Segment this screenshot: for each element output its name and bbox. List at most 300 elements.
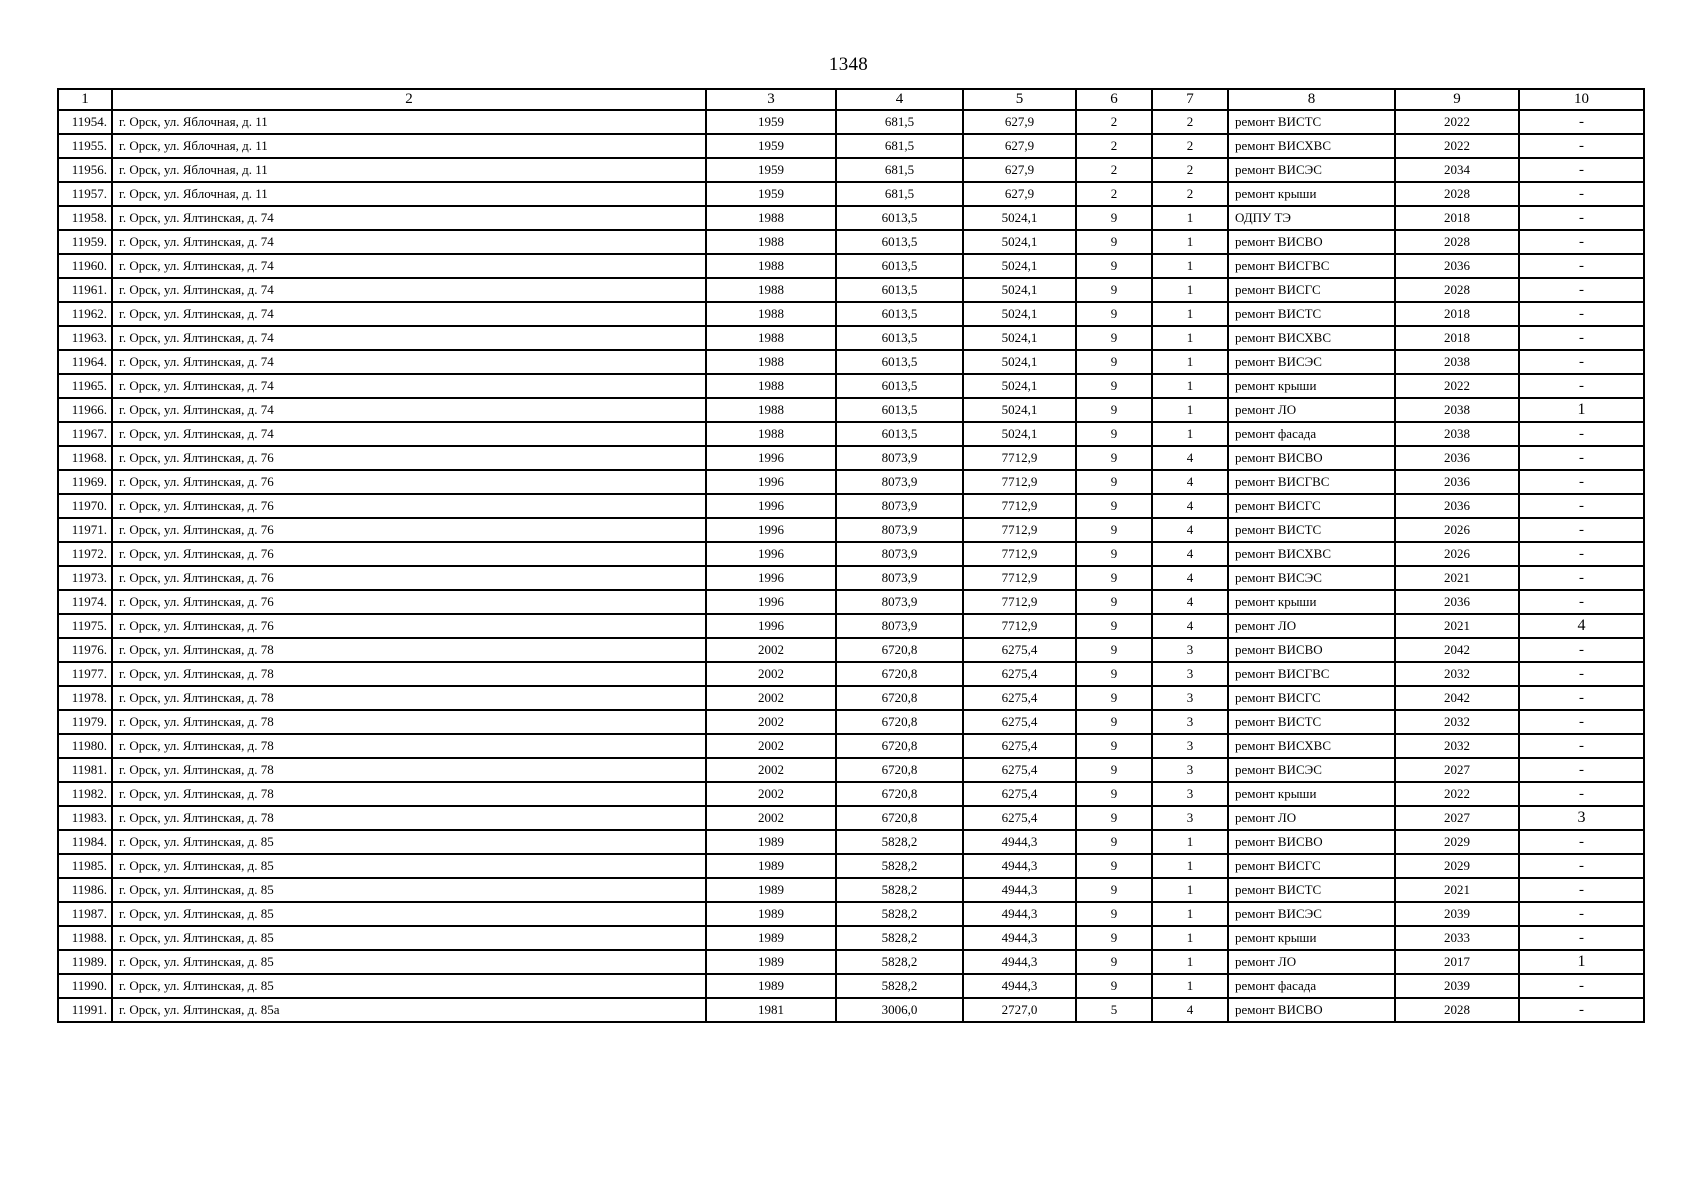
cell-entrances: 1 [1152, 902, 1228, 926]
cell-row-number: 11959. [58, 230, 112, 254]
cell-row-number: 11970. [58, 494, 112, 518]
cell-address: г. Орск, ул. Ялтинская, д. 74 [112, 302, 706, 326]
cell-year-built: 1989 [706, 950, 836, 974]
cell-entrances: 4 [1152, 590, 1228, 614]
cell-entrances: 3 [1152, 686, 1228, 710]
cell-row-number: 11987. [58, 902, 112, 926]
table-row [58, 686, 1644, 710]
cell-entrances: 1 [1152, 254, 1228, 278]
cell-entrances: 1 [1152, 854, 1228, 878]
cell-total-area: 6720,8 [836, 710, 963, 734]
cell-work-type: ремонт ВИСЭС [1228, 566, 1395, 590]
cell-work-type: ремонт ВИСТС [1228, 710, 1395, 734]
cell-work-type: ремонт крыши [1228, 782, 1395, 806]
table-row [58, 302, 1644, 326]
cell-extra-value: 1 [1519, 950, 1644, 974]
cell-total-area: 6720,8 [836, 638, 963, 662]
cell-floors: 2 [1076, 158, 1152, 182]
column-header: 5 [963, 89, 1076, 110]
cell-entrances: 3 [1152, 710, 1228, 734]
cell-work-type: ремонт ЛО [1228, 398, 1395, 422]
cell-address: г. Орск, ул. Ялтинская, д. 74 [112, 254, 706, 278]
cell-total-area: 6720,8 [836, 758, 963, 782]
table-row [58, 350, 1644, 374]
cell-living-area: 6275,4 [963, 806, 1076, 830]
cell-living-area: 5024,1 [963, 350, 1076, 374]
cell-planned-year: 2029 [1395, 830, 1519, 854]
cell-floors: 2 [1076, 182, 1152, 206]
cell-year-built: 1959 [706, 134, 836, 158]
cell-total-area: 8073,9 [836, 566, 963, 590]
cell-row-number: 11976. [58, 638, 112, 662]
cell-total-area: 8073,9 [836, 518, 963, 542]
cell-work-type: ремонт крыши [1228, 590, 1395, 614]
cell-living-area: 4944,3 [963, 950, 1076, 974]
column-header: 7 [1152, 89, 1228, 110]
cell-floors: 9 [1076, 470, 1152, 494]
cell-row-number: 11982. [58, 782, 112, 806]
cell-work-type: ремонт крыши [1228, 374, 1395, 398]
cell-planned-year: 2038 [1395, 422, 1519, 446]
cell-year-built: 2002 [706, 782, 836, 806]
cell-total-area: 5828,2 [836, 926, 963, 950]
cell-work-type: ремонт крыши [1228, 182, 1395, 206]
cell-floors: 9 [1076, 614, 1152, 638]
cell-floors: 9 [1076, 974, 1152, 998]
cell-address: г. Орск, ул. Ялтинская, д. 85 [112, 902, 706, 926]
cell-year-built: 2002 [706, 710, 836, 734]
cell-address: г. Орск, ул. Ялтинская, д. 85 [112, 974, 706, 998]
cell-planned-year: 2032 [1395, 734, 1519, 758]
cell-row-number: 11955. [58, 134, 112, 158]
cell-row-number: 11981. [58, 758, 112, 782]
cell-total-area: 8073,9 [836, 590, 963, 614]
cell-work-type: ремонт ВИСЭС [1228, 158, 1395, 182]
cell-row-number: 11990. [58, 974, 112, 998]
cell-year-built: 2002 [706, 662, 836, 686]
cell-total-area: 6720,8 [836, 686, 963, 710]
cell-address: г. Орск, ул. Ялтинская, д. 76 [112, 494, 706, 518]
cell-planned-year: 2038 [1395, 398, 1519, 422]
cell-entrances: 4 [1152, 494, 1228, 518]
cell-entrances: 1 [1152, 230, 1228, 254]
cell-row-number: 11966. [58, 398, 112, 422]
cell-total-area: 6013,5 [836, 350, 963, 374]
cell-extra-value: - [1519, 206, 1644, 230]
cell-extra-value: - [1519, 974, 1644, 998]
cell-extra-value: - [1519, 662, 1644, 686]
cell-total-area: 681,5 [836, 134, 963, 158]
cell-year-built: 1988 [706, 302, 836, 326]
table-row [58, 926, 1644, 950]
cell-total-area: 6013,5 [836, 254, 963, 278]
cell-planned-year: 2039 [1395, 974, 1519, 998]
cell-planned-year: 2018 [1395, 302, 1519, 326]
cell-planned-year: 2042 [1395, 638, 1519, 662]
table-row [58, 542, 1644, 566]
cell-entrances: 1 [1152, 398, 1228, 422]
cell-living-area: 7712,9 [963, 446, 1076, 470]
table-row [58, 326, 1644, 350]
cell-address: г. Орск, ул. Ялтинская, д. 85 [112, 878, 706, 902]
cell-planned-year: 2022 [1395, 782, 1519, 806]
cell-entrances: 1 [1152, 950, 1228, 974]
cell-row-number: 11960. [58, 254, 112, 278]
cell-year-built: 1959 [706, 110, 836, 134]
cell-entrances: 1 [1152, 830, 1228, 854]
cell-planned-year: 2021 [1395, 614, 1519, 638]
cell-row-number: 11972. [58, 542, 112, 566]
cell-year-built: 1988 [706, 206, 836, 230]
cell-planned-year: 2028 [1395, 278, 1519, 302]
cell-year-built: 1988 [706, 350, 836, 374]
cell-extra-value: - [1519, 638, 1644, 662]
cell-row-number: 11965. [58, 374, 112, 398]
cell-planned-year: 2028 [1395, 998, 1519, 1022]
cell-total-area: 6013,5 [836, 422, 963, 446]
cell-living-area: 6275,4 [963, 758, 1076, 782]
cell-extra-value: - [1519, 734, 1644, 758]
cell-floors: 2 [1076, 134, 1152, 158]
cell-living-area: 4944,3 [963, 926, 1076, 950]
column-header: 9 [1395, 89, 1519, 110]
cell-extra-value: - [1519, 878, 1644, 902]
cell-year-built: 1996 [706, 542, 836, 566]
cell-planned-year: 2034 [1395, 158, 1519, 182]
cell-total-area: 681,5 [836, 110, 963, 134]
cell-total-area: 5828,2 [836, 854, 963, 878]
table-row [58, 830, 1644, 854]
data-table [57, 88, 1645, 1023]
cell-living-area: 4944,3 [963, 974, 1076, 998]
cell-year-built: 2002 [706, 686, 836, 710]
cell-year-built: 1988 [706, 254, 836, 278]
cell-extra-value: - [1519, 230, 1644, 254]
cell-total-area: 8073,9 [836, 494, 963, 518]
cell-planned-year: 2022 [1395, 134, 1519, 158]
table-body [58, 110, 1644, 1022]
cell-entrances: 1 [1152, 878, 1228, 902]
cell-floors: 9 [1076, 734, 1152, 758]
cell-living-area: 627,9 [963, 158, 1076, 182]
cell-work-type: ремонт ЛО [1228, 950, 1395, 974]
cell-work-type: ремонт ВИСТС [1228, 878, 1395, 902]
cell-extra-value: - [1519, 446, 1644, 470]
cell-work-type: ремонт ВИСВО [1228, 230, 1395, 254]
cell-address: г. Орск, ул. Ялтинская, д. 76 [112, 518, 706, 542]
cell-entrances: 4 [1152, 470, 1228, 494]
cell-living-area: 2727,0 [963, 998, 1076, 1022]
cell-extra-value: - [1519, 254, 1644, 278]
cell-planned-year: 2032 [1395, 710, 1519, 734]
cell-total-area: 6720,8 [836, 734, 963, 758]
cell-planned-year: 2032 [1395, 662, 1519, 686]
cell-total-area: 6720,8 [836, 662, 963, 686]
cell-floors: 9 [1076, 638, 1152, 662]
cell-address: г. Орск, ул. Ялтинская, д. 85 [112, 854, 706, 878]
cell-total-area: 6013,5 [836, 302, 963, 326]
table-row [58, 902, 1644, 926]
cell-entrances: 4 [1152, 518, 1228, 542]
cell-floors: 9 [1076, 398, 1152, 422]
column-header: 6 [1076, 89, 1152, 110]
cell-row-number: 11954. [58, 110, 112, 134]
cell-row-number: 11973. [58, 566, 112, 590]
cell-floors: 9 [1076, 926, 1152, 950]
cell-floors: 9 [1076, 902, 1152, 926]
cell-living-area: 6275,4 [963, 734, 1076, 758]
cell-total-area: 5828,2 [836, 950, 963, 974]
cell-work-type: ремонт ВИСГС [1228, 686, 1395, 710]
cell-extra-value: - [1519, 926, 1644, 950]
cell-address: г. Орск, ул. Ялтинская, д. 74 [112, 374, 706, 398]
cell-floors: 9 [1076, 494, 1152, 518]
cell-work-type: ремонт ВИСГС [1228, 494, 1395, 518]
cell-living-area: 4944,3 [963, 854, 1076, 878]
table-row [58, 758, 1644, 782]
cell-entrances: 1 [1152, 206, 1228, 230]
cell-floors: 9 [1076, 686, 1152, 710]
cell-floors: 9 [1076, 950, 1152, 974]
table-row [58, 278, 1644, 302]
cell-row-number: 11980. [58, 734, 112, 758]
cell-planned-year: 2036 [1395, 446, 1519, 470]
cell-living-area: 4944,3 [963, 878, 1076, 902]
cell-living-area: 5024,1 [963, 254, 1076, 278]
cell-floors: 9 [1076, 782, 1152, 806]
cell-entrances: 2 [1152, 110, 1228, 134]
table-row [58, 782, 1644, 806]
cell-address: г. Орск, ул. Ялтинская, д. 76 [112, 590, 706, 614]
cell-living-area: 7712,9 [963, 494, 1076, 518]
cell-row-number: 11969. [58, 470, 112, 494]
cell-year-built: 1988 [706, 422, 836, 446]
cell-living-area: 627,9 [963, 182, 1076, 206]
table-row [58, 422, 1644, 446]
cell-entrances: 2 [1152, 134, 1228, 158]
cell-planned-year: 2038 [1395, 350, 1519, 374]
cell-address: г. Орск, ул. Ялтинская, д. 78 [112, 710, 706, 734]
cell-living-area: 6275,4 [963, 782, 1076, 806]
cell-year-built: 1989 [706, 854, 836, 878]
cell-row-number: 11974. [58, 590, 112, 614]
cell-work-type: ОДПУ ТЭ [1228, 206, 1395, 230]
cell-work-type: ремонт ВИСХВС [1228, 326, 1395, 350]
cell-address: г. Орск, ул. Ялтинская, д. 78 [112, 638, 706, 662]
table-row [58, 110, 1644, 134]
table-row [58, 446, 1644, 470]
cell-total-area: 6013,5 [836, 278, 963, 302]
column-header: 1 [58, 89, 112, 110]
cell-total-area: 681,5 [836, 158, 963, 182]
cell-living-area: 5024,1 [963, 230, 1076, 254]
page-number: 1348 [828, 54, 869, 75]
cell-address: г. Орск, ул. Ялтинская, д. 85 [112, 926, 706, 950]
cell-year-built: 1996 [706, 494, 836, 518]
cell-extra-value: - [1519, 902, 1644, 926]
cell-entrances: 4 [1152, 446, 1228, 470]
cell-extra-value: - [1519, 542, 1644, 566]
table-row [58, 734, 1644, 758]
header-row [58, 89, 1644, 110]
cell-extra-value: - [1519, 326, 1644, 350]
cell-extra-value: - [1519, 158, 1644, 182]
cell-floors: 9 [1076, 350, 1152, 374]
cell-row-number: 11991. [58, 998, 112, 1022]
column-header: 2 [112, 89, 706, 110]
table-row [58, 398, 1644, 422]
table-row [58, 998, 1644, 1022]
cell-year-built: 1989 [706, 974, 836, 998]
cell-entrances: 4 [1152, 542, 1228, 566]
cell-planned-year: 2027 [1395, 806, 1519, 830]
cell-planned-year: 2018 [1395, 206, 1519, 230]
cell-entrances: 1 [1152, 326, 1228, 350]
cell-entrances: 2 [1152, 158, 1228, 182]
cell-extra-value: - [1519, 278, 1644, 302]
cell-total-area: 8073,9 [836, 614, 963, 638]
cell-living-area: 6275,4 [963, 638, 1076, 662]
cell-planned-year: 2022 [1395, 110, 1519, 134]
cell-row-number: 11967. [58, 422, 112, 446]
table-row [58, 638, 1644, 662]
table-row [58, 518, 1644, 542]
table-row [58, 662, 1644, 686]
cell-entrances: 1 [1152, 278, 1228, 302]
table-row [58, 470, 1644, 494]
cell-living-area: 5024,1 [963, 302, 1076, 326]
cell-row-number: 11983. [58, 806, 112, 830]
cell-extra-value: - [1519, 758, 1644, 782]
cell-row-number: 11957. [58, 182, 112, 206]
cell-total-area: 8073,9 [836, 470, 963, 494]
cell-row-number: 11985. [58, 854, 112, 878]
cell-extra-value: - [1519, 590, 1644, 614]
cell-work-type: ремонт ВИСЭС [1228, 902, 1395, 926]
cell-planned-year: 2026 [1395, 518, 1519, 542]
cell-address: г. Орск, ул. Ялтинская, д. 74 [112, 278, 706, 302]
table-row [58, 974, 1644, 998]
cell-year-built: 1989 [706, 926, 836, 950]
cell-floors: 2 [1076, 110, 1152, 134]
cell-work-type: ремонт фасада [1228, 974, 1395, 998]
table-row [58, 374, 1644, 398]
cell-row-number: 11971. [58, 518, 112, 542]
cell-year-built: 2002 [706, 638, 836, 662]
cell-extra-value: - [1519, 998, 1644, 1022]
cell-address: г. Орск, ул. Яблочная, д. 11 [112, 110, 706, 134]
cell-address: г. Орск, ул. Яблочная, д. 11 [112, 182, 706, 206]
cell-year-built: 1988 [706, 230, 836, 254]
cell-address: г. Орск, ул. Ялтинская, д. 76 [112, 566, 706, 590]
cell-extra-value: - [1519, 566, 1644, 590]
cell-work-type: ремонт ВИСХВС [1228, 542, 1395, 566]
cell-total-area: 8073,9 [836, 446, 963, 470]
cell-extra-value: - [1519, 350, 1644, 374]
cell-work-type: ремонт ВИСТС [1228, 110, 1395, 134]
cell-living-area: 5024,1 [963, 422, 1076, 446]
cell-floors: 9 [1076, 878, 1152, 902]
cell-floors: 9 [1076, 374, 1152, 398]
cell-work-type: ремонт ВИСЭС [1228, 350, 1395, 374]
cell-row-number: 11964. [58, 350, 112, 374]
cell-total-area: 6013,5 [836, 230, 963, 254]
cell-living-area: 5024,1 [963, 398, 1076, 422]
cell-year-built: 1981 [706, 998, 836, 1022]
cell-floors: 9 [1076, 278, 1152, 302]
cell-floors: 5 [1076, 998, 1152, 1022]
cell-work-type: ремонт ВИСГВС [1228, 470, 1395, 494]
cell-living-area: 5024,1 [963, 278, 1076, 302]
cell-extra-value: - [1519, 110, 1644, 134]
cell-year-built: 1989 [706, 878, 836, 902]
cell-row-number: 11986. [58, 878, 112, 902]
cell-year-built: 1996 [706, 518, 836, 542]
cell-living-area: 6275,4 [963, 662, 1076, 686]
cell-extra-value: 1 [1519, 398, 1644, 422]
cell-floors: 9 [1076, 758, 1152, 782]
cell-entrances: 1 [1152, 974, 1228, 998]
cell-year-built: 1996 [706, 614, 836, 638]
cell-year-built: 2002 [706, 734, 836, 758]
cell-total-area: 5828,2 [836, 878, 963, 902]
cell-floors: 9 [1076, 422, 1152, 446]
cell-total-area: 6013,5 [836, 374, 963, 398]
cell-address: г. Орск, ул. Яблочная, д. 11 [112, 158, 706, 182]
cell-floors: 9 [1076, 230, 1152, 254]
cell-extra-value: - [1519, 302, 1644, 326]
cell-planned-year: 2026 [1395, 542, 1519, 566]
cell-planned-year: 2036 [1395, 470, 1519, 494]
column-header: 4 [836, 89, 963, 110]
cell-floors: 9 [1076, 830, 1152, 854]
cell-row-number: 11977. [58, 662, 112, 686]
cell-planned-year: 2022 [1395, 374, 1519, 398]
cell-total-area: 8073,9 [836, 542, 963, 566]
cell-address: г. Орск, ул. Ялтинская, д. 74 [112, 398, 706, 422]
cell-year-built: 1989 [706, 902, 836, 926]
cell-work-type: ремонт ВИСГС [1228, 854, 1395, 878]
cell-living-area: 627,9 [963, 110, 1076, 134]
column-header: 8 [1228, 89, 1395, 110]
cell-living-area: 4944,3 [963, 830, 1076, 854]
cell-floors: 9 [1076, 590, 1152, 614]
table-row [58, 182, 1644, 206]
cell-entrances: 1 [1152, 350, 1228, 374]
cell-year-built: 2002 [706, 806, 836, 830]
cell-living-area: 6275,4 [963, 686, 1076, 710]
cell-row-number: 11962. [58, 302, 112, 326]
cell-floors: 9 [1076, 326, 1152, 350]
cell-address: г. Орск, ул. Ялтинская, д. 85 [112, 950, 706, 974]
cell-entrances: 2 [1152, 182, 1228, 206]
cell-planned-year: 2036 [1395, 254, 1519, 278]
table-row [58, 614, 1644, 638]
cell-total-area: 6013,5 [836, 206, 963, 230]
cell-row-number: 11961. [58, 278, 112, 302]
cell-entrances: 4 [1152, 566, 1228, 590]
cell-work-type: ремонт ВИСГВС [1228, 254, 1395, 278]
cell-entrances: 1 [1152, 926, 1228, 950]
cell-extra-value: - [1519, 494, 1644, 518]
table-row [58, 854, 1644, 878]
cell-address: г. Орск, ул. Ялтинская, д. 78 [112, 758, 706, 782]
cell-planned-year: 2028 [1395, 182, 1519, 206]
cell-entrances: 1 [1152, 302, 1228, 326]
column-header: 3 [706, 89, 836, 110]
cell-year-built: 1988 [706, 278, 836, 302]
cell-year-built: 1996 [706, 470, 836, 494]
